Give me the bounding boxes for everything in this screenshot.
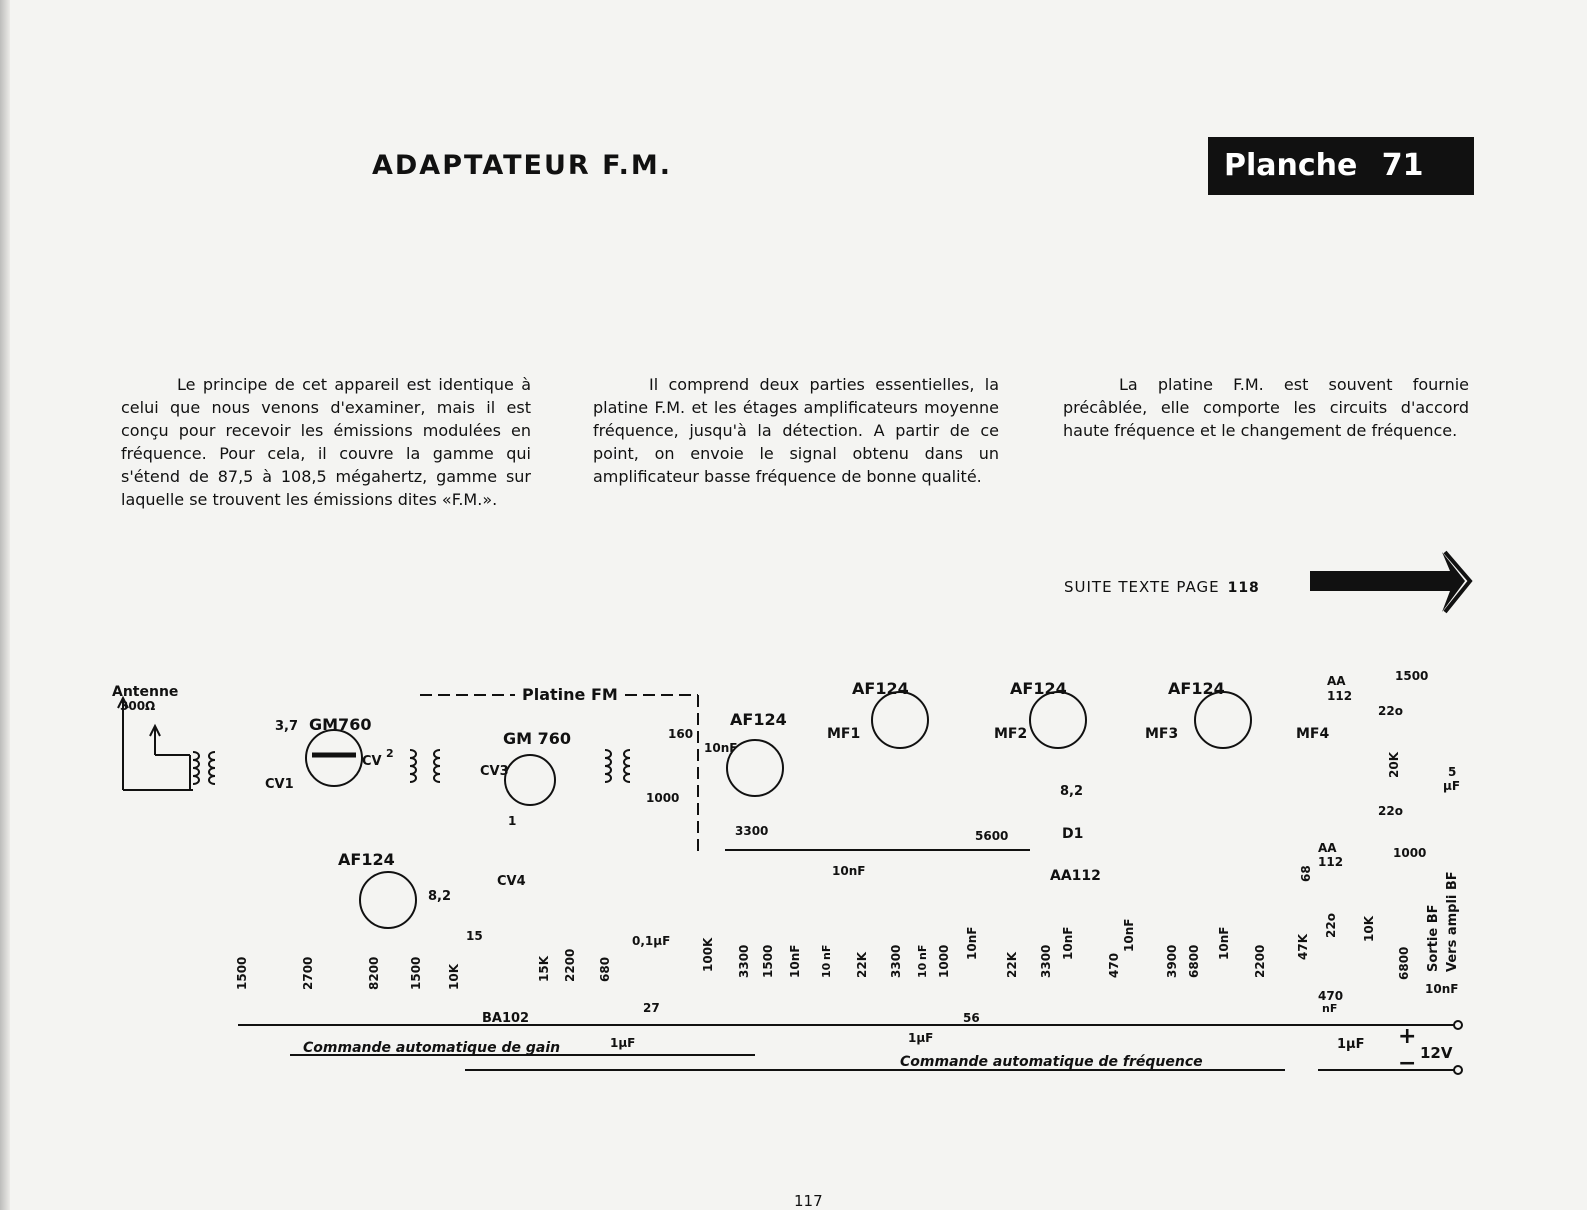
resistor-label: 2700 [301, 956, 315, 990]
mf1-label: MF1 [827, 726, 861, 742]
resistor-label: 2200 [563, 948, 577, 982]
resistor-label: 1500 [761, 944, 775, 978]
transistor-label-6: AF124 [1168, 679, 1225, 698]
cap-label: 10 [820, 962, 833, 978]
output-destination: Vers ampli BF [1445, 871, 1460, 972]
resistor-label: 22K [1005, 952, 1019, 978]
cap-label: 1μF [610, 1036, 636, 1050]
resistor-label: 68 [1299, 865, 1313, 882]
varicap-label: BA102 [482, 1011, 530, 1026]
cap-label: 8,2 [428, 889, 452, 904]
resistor-label: 47K [1296, 934, 1310, 960]
cap-label: 0,1μF [632, 934, 671, 948]
page-title: ADAPTATEUR F.M. [372, 150, 672, 181]
minus-terminal: − [1398, 1051, 1417, 1076]
transistor-label-4: AF124 [852, 679, 909, 698]
text-column-3 [1063, 373, 1469, 442]
cv2-label: CV [362, 754, 382, 769]
supply-voltage: 12V [1420, 1044, 1453, 1062]
text-column-1 [121, 373, 531, 511]
cap-label: nF [916, 944, 929, 960]
cap-label: 1 [508, 814, 517, 828]
cap-label: 1μF [908, 1031, 934, 1045]
resistor-label: 3900 [1165, 944, 1179, 978]
resistor-label: 3300 [737, 944, 751, 978]
transistor-label-2: GM 760 [503, 729, 572, 748]
resistor-label: 1500 [409, 956, 423, 990]
cv1-label: CV1 [265, 777, 294, 792]
suite-page: 118 [1227, 580, 1260, 596]
resistor-label: 56 [963, 1011, 980, 1025]
cap-label: 22o [1378, 704, 1403, 718]
resistor-label: 2200 [1253, 944, 1267, 978]
transistor-label-5: AF124 [1010, 679, 1067, 698]
continuation-arrow-icon [1310, 550, 1510, 620]
resistor-label: 22K [855, 952, 869, 978]
cap-label: 10nF [1061, 926, 1075, 960]
text-column-2 [593, 373, 999, 488]
diode-label: AA [1318, 841, 1337, 855]
resistor-label: 3300 [889, 944, 903, 978]
cap-label: 3,7 [275, 719, 299, 734]
cap-label: 10nF [832, 864, 866, 878]
resistor-label: 6800 [1187, 944, 1201, 978]
continuation-note [1064, 578, 1260, 596]
cap-label: nF [820, 944, 833, 960]
paragraph: Le principe de cet appareil est identique à celui que nous venons d'examiner, mais il est conçu pour recevoir les émissions modulées en fréquence. Pour cela, il couvre la gamme qui s'étend de 87,5 à 108,5 mégahertz, gamme sur laquelle se trouvent les émissions dites «F.M.». [121, 375, 531, 509]
resistor-label: 1000 [937, 944, 951, 978]
cap-label: 5 [1448, 765, 1457, 779]
resistor-label: 8200 [367, 956, 381, 990]
resistor-label: 15K [537, 956, 551, 982]
resistor-label: 27 [643, 1001, 660, 1015]
platine-label: Platine FM [522, 685, 618, 704]
mf3-label: MF3 [1145, 726, 1179, 742]
resistor-label: 10K [1362, 916, 1376, 942]
cap-label: 15 [466, 929, 483, 943]
cap-label: 10nF [1425, 982, 1459, 996]
cap-label: nF [1322, 1002, 1338, 1015]
resistor-label: 680 [598, 956, 612, 982]
transistor-label-1: GM760 [309, 715, 372, 734]
cap-label: μF [1443, 779, 1461, 793]
cap-label: 10nF [704, 741, 738, 755]
cap-label: 10nF [1122, 918, 1136, 952]
plate-label: Planche 71 [1208, 137, 1474, 195]
cap-label: 10 [916, 962, 929, 978]
resistor-label: 5600 [975, 829, 1009, 843]
antenna-label: Antenne [112, 684, 179, 700]
resistor-label: 3300 [1039, 944, 1053, 978]
resistor-label: 1000 [1393, 846, 1427, 860]
diode-label: AA [1327, 674, 1346, 688]
diode-label: D1 [1062, 826, 1084, 842]
cap-label: 10nF [965, 926, 979, 960]
cap-label: 470 [1318, 989, 1344, 1003]
page-number: 117 [794, 1192, 823, 1210]
cap-label: 8,2 [1060, 784, 1084, 799]
mf4-label: MF4 [1296, 726, 1330, 742]
resistor-label: 3300 [735, 824, 769, 838]
cv3-label: CV3 [480, 764, 509, 779]
diode-label: 112 [1318, 855, 1344, 869]
cv4-label: CV4 [497, 874, 526, 889]
diode-label: 112 [1327, 689, 1353, 703]
mf2-label: MF2 [994, 726, 1028, 742]
resistor-label: 10K [447, 964, 461, 990]
output-label: Sortie BF [1426, 904, 1441, 972]
cap-label: 1000 [646, 791, 680, 805]
cap-label: 22o [1378, 804, 1403, 818]
cap-label: 10nF [1217, 926, 1231, 960]
antenna-impedance: 300Ω [120, 699, 156, 713]
cap-label: 160 [668, 727, 694, 741]
paragraph: La platine F.M. est souvent fournie précâblée, elle comporte les circuits d'accord haute fréquence et le changement de fréquence. [1063, 375, 1469, 440]
suite-text: SUITE TEXTE PAGE [1064, 578, 1220, 596]
transistor-label-7: AF124 [338, 850, 395, 869]
cap-label: 10nF [788, 944, 802, 978]
cv2-index: 2 [386, 747, 394, 760]
resistor-label: 20K [1387, 752, 1401, 778]
resistor-label: 1500 [1395, 669, 1429, 683]
resistor-label: 470 [1107, 952, 1121, 978]
resistor-label: 100K [701, 937, 715, 972]
diode-type: AA112 [1050, 868, 1101, 884]
cap-label: 22o [1324, 913, 1338, 938]
resistor-label: 1500 [235, 956, 249, 990]
resistor-label: 6800 [1397, 946, 1411, 980]
transistor-label-3: AF124 [730, 710, 787, 729]
plus-terminal: + [1398, 1024, 1417, 1049]
cap-label: 1μF [1337, 1037, 1365, 1052]
agc-label: Commande automatique de gain [303, 1040, 561, 1056]
afc-label: Commande automatique de fréquence [900, 1054, 1203, 1070]
fm-adapter-schematic [0, 660, 1587, 1130]
paragraph: Il comprend deux parties essentielles, la platine F.M. et les étages amplificateurs moyenne fréquence, jusqu'à la détection. A partir de ce point, on envoie le signal obtenu dans un amplificateur basse fréquence de bonne qualité. [593, 375, 999, 486]
